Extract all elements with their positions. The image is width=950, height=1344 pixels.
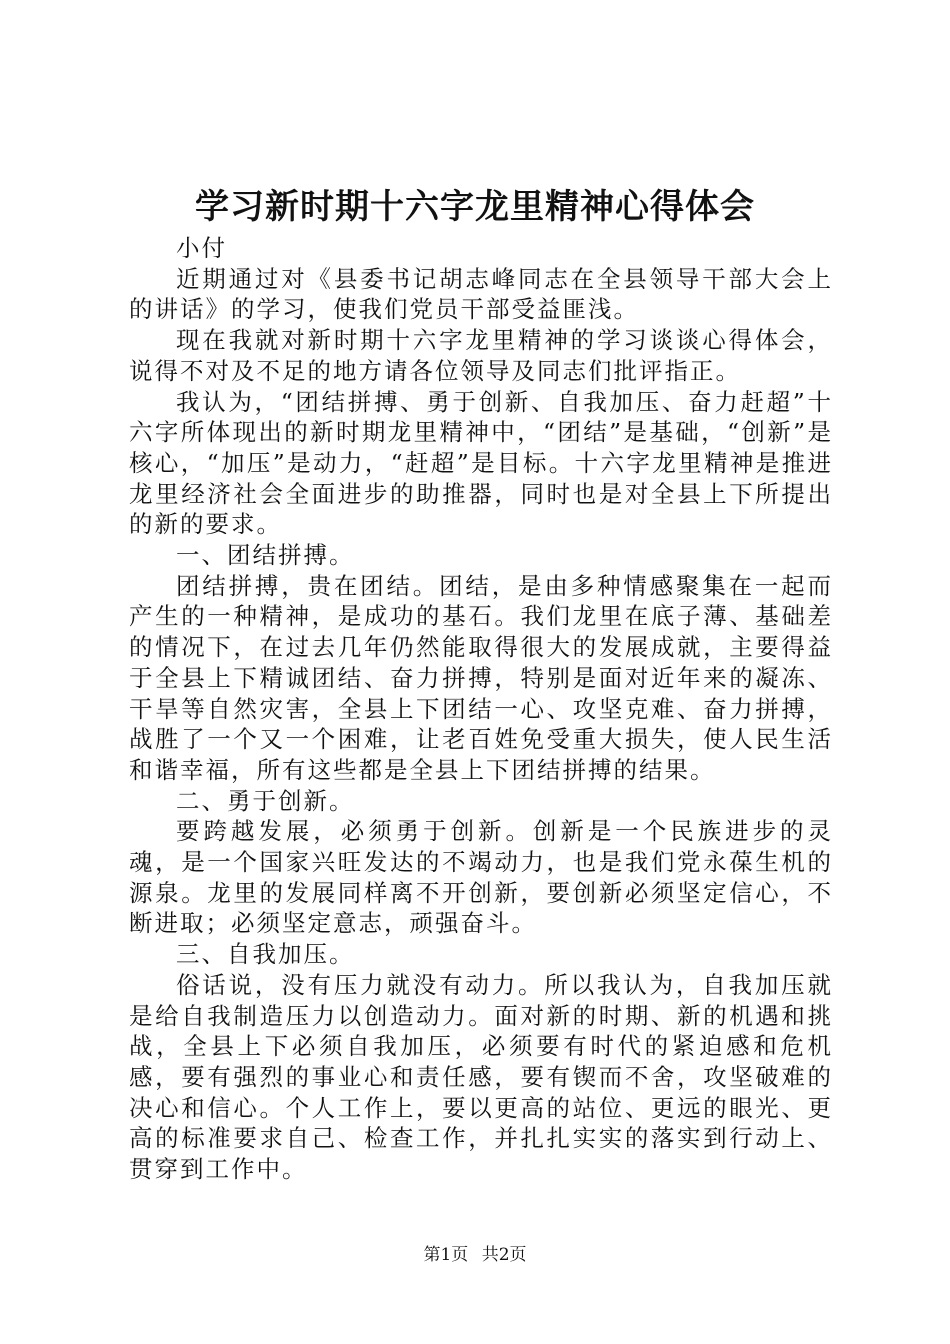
section-heading: 一、团结拼搏。 [176,541,355,570]
author-line: 小付 [176,234,227,262]
document-title: 学习新时期十六字龙里精神心得体会 [195,187,755,227]
section-heading: 三、自我加压。 [176,940,355,969]
page-footer [0,1243,950,1267]
document-body [129,233,833,1185]
section-heading: 二、勇于创新。 [176,786,355,815]
paragraph: 要跨越发展，必须勇于创新。创新是一个民族进步的灵魂，是一个国家兴旺发达的不竭动力，也是我们党永葆生机的源泉。龙里的发展同样离不开创新，要创新必须坚定信心，不断进取；必须坚定意志，顽强奋斗。 [129,817,833,938]
paragraph: 现在我就对新时期十六字龙里精神的学习谈谈心得体会，说得不对及不足的地方请各位领导及同志们批评指正。 [129,326,833,385]
paragraph: 俗话说，没有压力就没有动力。所以我认为，自我加压就是给自我制造压力以创造动力。面对新的时期、新的机遇和挑战，全县上下必须自我加压，必须要有时代的紧迫感和危机感，要有强烈的事业心和责任感，要有锲而不舍，攻坚破难的决心和信心。个人工作上，要以更高的站位、更远的眼光、更高的标准要求自己、检查工作，并扎扎实实的落实到行动上、贯穿到工作中。 [129,970,833,1184]
paragraph: 近期通过对《县委书记胡志峰同志在全县领导干部大会上的讲话》的学习，使我们党员干部受益匪浅。 [129,264,833,324]
page-total: 共2页 [481,1245,527,1265]
paragraph: 团结拼搏，贵在团结。团结，是由多种情感聚集在一起而产生的一种精神，是成功的基石。我们龙里在底子薄、基础差的情况下，在过去几年仍然能取得很大的发展成就，主要得益于全县上下精诚团结、奋力拼搏，特别是面对近年来的凝冻、干旱等自然灾害，全县上下团结一心、攻坚克难、奋力拼搏，战胜了一个又一个困难，让老百姓免受重大损失，使人民生活和谐幸福，所有这些都是全县上下团结拼搏的结果。 [129,571,833,784]
page-number: 第1页 [423,1245,469,1265]
paragraph: 我认为，“团结拼搏、勇于创新、自我加压、奋力赶超”十六字所体现出的新时期龙里精神中，“团结”是基础，“创新”是核心，“加压”是动力，“赶超”是目标。十六字龙里精神是推进龙里经济社会全面进步的助推器，同时也是对全县上下所提出的新的要求。 [129,387,833,539]
